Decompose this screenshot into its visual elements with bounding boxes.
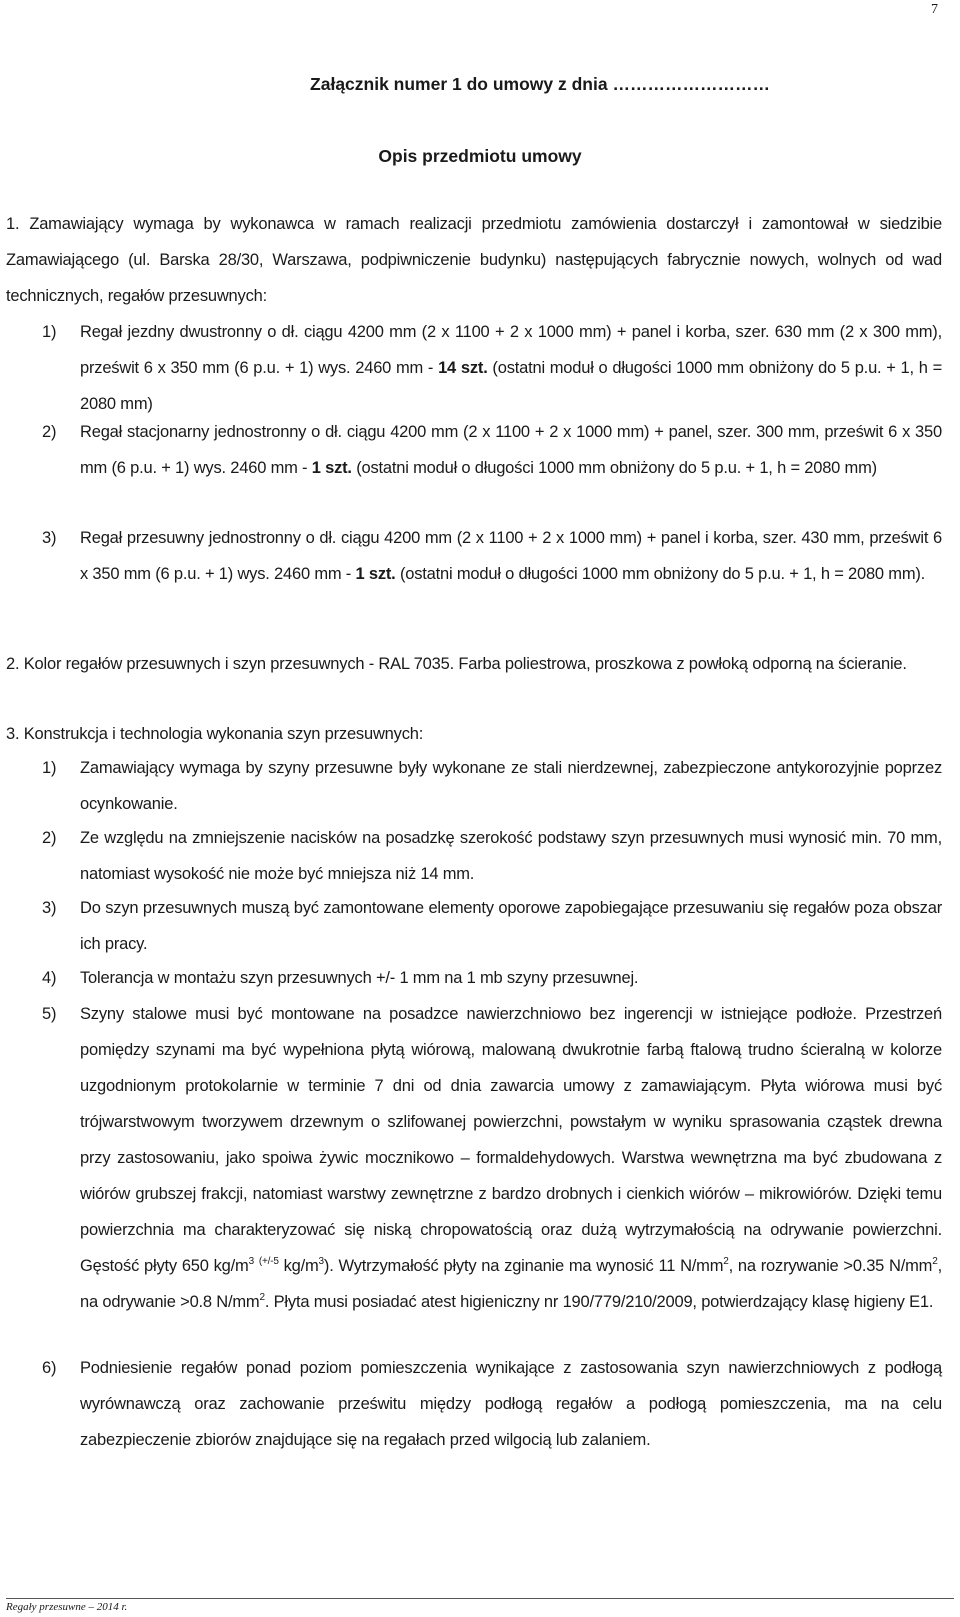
section1-item-3 [42,520,942,592]
section1-item-2 [42,414,942,486]
section3-item-3 [42,890,942,962]
item-text: Podniesienie regałów ponad poziom pomieszczenia wynikające z zastosowania szyn nawierzchniowych z podłogą wyrównawczą oraz zachowanie prześwitu między podłogą regałów a podłogą pomieszczenia, ma na celu zabezpieczenie zbiorów znajdujące się na regałach przed wilgocią lub zalaniem. [80,1359,942,1449]
item-number: 1) [42,759,57,777]
item-number: 4) [42,969,57,987]
quantity: 14 szt. [438,359,488,377]
item-text: Szyny stalowe musi być montowane na posadzce nawierzchniowo bez ingerencji w istniejące podłoże. Przestrzeń pomiędzy szynami ma być wypełniona płytą wiórową, malowaną dwukrotnie farbą ftalową trudno ścieralną w kolorze uzgodnionym protokolarnie w terminie 7 dni od dnia zawarcia umowy z zamawiającym. Płyta wiórowa musi być trójwarstwowym tworzywem drzewnym o szlifowanej powierzchni, powstałym w wyniku sprasowania cząstek drewna przy zastosowaniu, jako spoiwa żywic mocznikowo – formaldehydowych. Warstwa wewnętrzna ma być zbudowana z wiórów grubszej frakcji, natomiast warstwy zewnętrzne z bardzo drobnych i cienkich wiórów – mikrowiórów. Dzięki temu powierzchnia ma charakteryzować się niską chropowatością oraz dużą wytrzymałością na odrywanie powierzchni. Gęstość płyty 650 $kg/m^3$ $^{(+/-5}$ $kg/m^3$). Wytrzymałość płyty na zginanie ma wynosić 11 $N/mm^2$, na rozrywanie >0.35 $N/mm^2$, na odrywanie >0.8 $N/mm^2$. Płyta musi posiadać atest higieniczny nr 190/779/210/2009, potwierdzający klasę higieny E1. [80,1005,942,1311]
item-number: 2) [42,423,57,441]
section3-title: 3. Konstrukcja i technologia wykonania szyn przesuwnych: [6,725,424,743]
section2-text: 2. Kolor regałów przesuwnych i szyn przesuwnych - RAL 7035. Farba poliestrowa, proszkowa z powłoką odporną na ścieranie. [6,655,907,673]
annex-title: Załącznik numer 1 do umowy z dnia ……………………… [310,74,770,94]
section1-item-1 [42,314,942,422]
quantity: 1 szt. [355,565,396,583]
section3-item-1 [42,750,942,822]
section3-item-6 [42,1350,942,1458]
footer-text: Regały przesuwne – 2014 r. [6,1601,128,1613]
item-text: Regał jezdny dwustronny o dł. ciągu 4200 mm (2 x 1100 + 2 x 1000 mm) + panel i korba, szer. 630 mm (2 x 300 mm), prześwit 6 x 350 mm (6 p.u. + 1) wys. 2460 mm - 14 szt. (ostatni moduł o długości 1000 mm obniżony do 5 p.u. + 1, h = 2080 mm) [80,323,942,413]
footer-divider [6,1598,954,1599]
quantity: 1 szt. [311,459,352,477]
item-text: Do szyn przesuwnych muszą być zamontowane elementy oporowe zapobiegające przesuwaniu się regałów poza obszar ich pracy. [80,899,942,953]
page-number: 7 [931,2,938,17]
item-number: 1) [42,323,57,341]
section1-intro: 1. Zamawiający wymaga by wykonawca w ramach realizacji przedmiotu zamówienia dostarczył i zamontował w siedzibie Zamawiającego (ul. Barska 28/30, Warszawa, podpiwniczenie budynku) następujących fabrycznie nowych, wolnych od wad technicznych, regałów przesuwnych: [6,215,942,305]
item-number: 6) [42,1359,57,1377]
section3-item-5 [42,996,942,1320]
item-text: Regał stacjonarny jednostronny o dł. ciągu 4200 mm (2 x 1100 + 2 x 1000 mm) + panel, szer. 300 mm, prześwit 6 x 350 mm (6 p.u. + 1) wys. 2460 mm - 1 szt. (ostatni moduł o długości 1000 mm obniżony do 5 p.u. + 1, h = 2080 mm) [80,423,942,477]
item-text: Ze względu na zmniejszenie nacisków na posadzkę szerokość podstawy szyn przesuwnych musi wynosić min. 70 mm, natomiast wysokość nie może być mniejsza niż 14 mm. [80,829,942,883]
item-number: 3) [42,529,57,547]
item-number: 3) [42,899,57,917]
section3-item-2 [42,820,942,892]
item-text: Tolerancja w montażu szyn przesuwnych +/- 1 mm na 1 mb szyny przesuwnej. [80,969,639,987]
item-number: 5) [42,1005,57,1023]
subject-title: Opis przedmiotu umowy [378,146,582,166]
item-number: 2) [42,829,57,847]
item-text: Zamawiający wymaga by szyny przesuwne były wykonane ze stali nierdzewnej, zabezpieczone antykorozyjnie poprzez ocynkowanie. [80,759,942,813]
item-text: Regał przesuwny jednostronny o dł. ciągu 4200 mm (2 x 1100 + 2 x 1000 mm) + panel i korba, szer. 430 mm, prześwit 6 x 350 mm (6 p.u. + 1) wys. 2460 mm - 1 szt. (ostatni moduł o długości 1000 mm obniżony do 5 p.u. + 1, h = 2080 mm). [80,529,942,583]
section3-item-4 [42,960,942,996]
